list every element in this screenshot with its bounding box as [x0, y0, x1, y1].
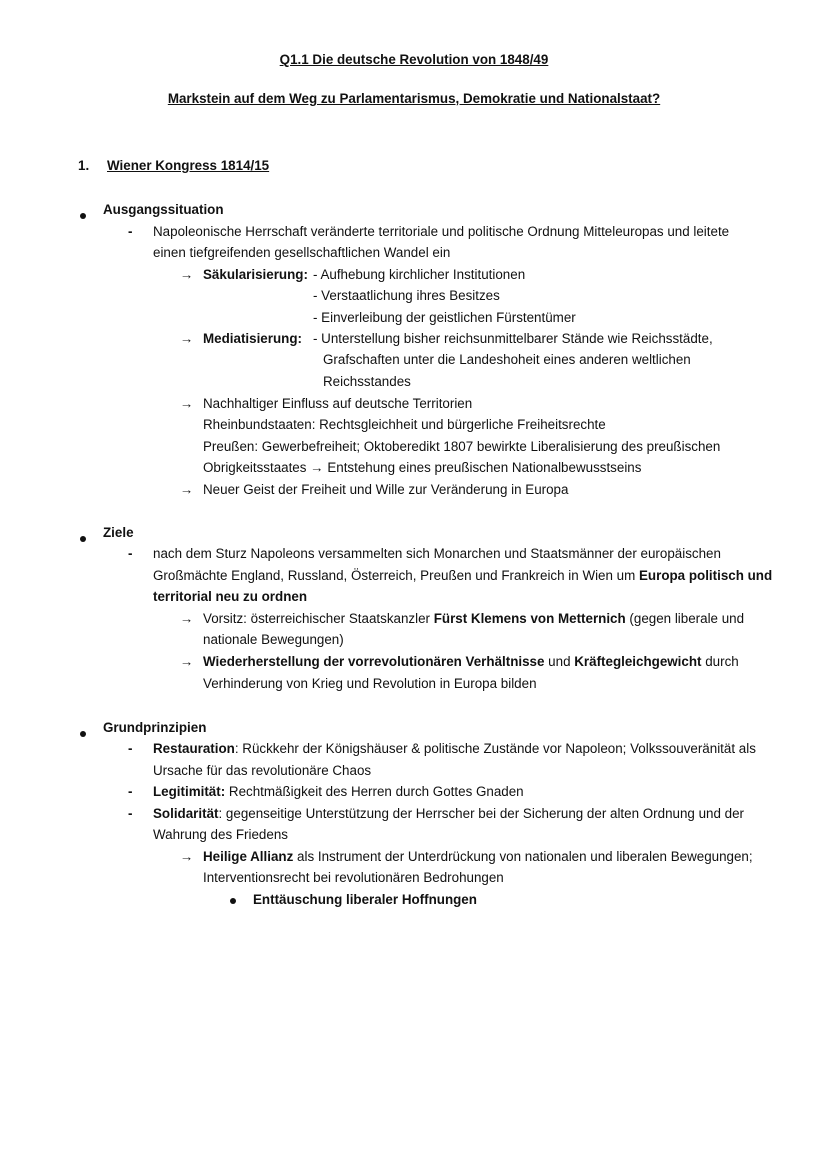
leg-line [153, 783, 524, 801]
ausgang-heading: Ausgangssituation [103, 202, 224, 217]
sol-text: : gegenseitige Unterstützung der Herrscher bei der Sicherung der alten Ordnung und der [218, 806, 745, 821]
arrow-icon: → [180, 331, 194, 346]
allianz-label: Heilige Allianz [203, 849, 294, 864]
arrow-icon: → [180, 482, 194, 497]
vorsitz-a: Vorsitz: österreichischer Staatskanzler [203, 611, 434, 626]
med-label: Mediatisierung: [203, 331, 302, 346]
vorsitz-b: Fürst Klemens von Metternich [433, 611, 626, 626]
wieder-c: Kräftegleichgewicht [574, 654, 702, 669]
sol-label: Solidarität [153, 806, 219, 821]
bullet-icon [80, 536, 86, 542]
allianz-text: als Instrument der Unterdrückung von nationalen und liberalen Bewegungen; [293, 849, 753, 864]
ziele-heading: Ziele [103, 525, 134, 540]
dash-icon: - [128, 784, 133, 799]
med-line-2: Grafschaften unter die Landeshoheit eines anderen weltlichen [323, 352, 691, 367]
dash-icon: - [128, 741, 133, 756]
vorsitz-c: (gegen liberale und [625, 611, 745, 626]
ziele-line-1: nach dem Sturz Napoleons versammelten sich Monarchen und Staatsmänner der europäischen [153, 546, 721, 561]
rest-text: : Rückkehr der Königshäuser & politische Zustände vor Napoleon; Volkssouveränität als [234, 741, 756, 756]
arrow-icon: → [180, 396, 194, 411]
leg-label: Legitimität: [153, 784, 226, 799]
arrow-icon: → [180, 267, 194, 282]
ziele-line-2 [153, 567, 772, 585]
allianz-line-2: Interventionsrecht bei revolutionären Bedrohungen [203, 870, 504, 885]
saek-label: Säkularisierung: [203, 267, 308, 282]
dash-icon: - [128, 546, 133, 561]
wieder-b: und [544, 654, 575, 669]
geist-line: Neuer Geist der Freiheit und Wille zur Veränderung in Europa [203, 482, 569, 497]
saek-item-3: - Einverleibung der geistlichen Fürstentümer [313, 310, 576, 325]
wieder-d: durch [701, 654, 739, 669]
arrow-icon: → [180, 654, 194, 669]
rest-line-2: Ursache für das revolutionäre Chaos [153, 763, 372, 778]
allianz-line-1 [203, 848, 753, 866]
ziele-line-2b: Europa politisch und [639, 568, 773, 583]
vorsitz-line-1 [203, 610, 744, 628]
einfluss-line-3: Preußen: Gewerbefreiheit; Oktoberedikt 1807 bewirkte Liberalisierung des preußischen [203, 439, 721, 454]
dash-icon: - [128, 224, 133, 239]
bullet-icon [80, 213, 86, 219]
ziele-line-2a: Großmächte England, Russland, Österreich, Preußen und Frankreich in Wien um [153, 568, 639, 583]
bullet-icon [80, 731, 86, 737]
grund-heading: Grundprinzipien [103, 720, 207, 735]
page-title: Q1.1 Die deutsche Revolution von 1848/49 [279, 52, 549, 67]
ausgang-intro-2: einen tiefgreifenden gesellschaftlichen Wandel ein [153, 245, 451, 260]
dash-icon: - [128, 806, 133, 821]
bullet-icon [230, 898, 236, 904]
einfluss-line-4 [203, 459, 641, 477]
saek-item-1: - Aufhebung kirchlicher Institutionen [313, 267, 526, 282]
arrow-icon: → [180, 849, 194, 864]
rest-line-1 [153, 740, 756, 758]
rest-label: Restauration [153, 741, 235, 756]
med-line-1: - Unterstellung bisher reichsunmittelbarer Stände wie Reichsstädte, [313, 331, 713, 346]
sol-line-2: Wahrung des Friedens [153, 827, 288, 842]
ausgang-intro-1: Napoleonische Herrschaft veränderte territoriale und politische Ordnung Mitteleuropas und leitete [153, 224, 730, 239]
wieder-a: Wiederherstellung der vorrevolutionären Verhältnisse [203, 654, 545, 669]
einfluss-line-2: Rheinbundstaaten: Rechtsgleichheit und bürgerliche Freiheitsrechte [203, 417, 606, 432]
arrow-icon: → [310, 460, 324, 475]
page-subtitle: Markstein auf dem Weg zu Parlamentarismus, Demokratie und Nationalstaat? [167, 91, 661, 106]
med-line-3: Reichsstandes [323, 374, 411, 389]
ziele-line-3: territorial neu zu ordnen [153, 589, 308, 604]
einfluss-line-4b: Entstehung eines preußischen Nationalbewusstseins [327, 460, 642, 475]
saek-item-2: - Verstaatlichung ihres Besitzes [313, 288, 500, 303]
vorsitz-line-2: nationale Bewegungen) [203, 632, 344, 647]
wieder-line-2: Verhinderung von Krieg und Revolution in Europa bilden [203, 676, 537, 691]
section-heading: Wiener Kongress 1814/15 [107, 158, 270, 173]
wieder-line-1 [203, 653, 739, 671]
einfluss-line-1: Nachhaltiger Einfluss auf deutsche Territorien [203, 396, 473, 411]
leg-text: Rechtmäßigkeit des Herren durch Gottes Gnaden [225, 784, 524, 799]
sol-line-1 [153, 805, 744, 823]
ent-line: Enttäuschung liberaler Hoffnungen [253, 892, 477, 907]
arrow-icon: → [180, 611, 194, 626]
section-number: 1. [78, 158, 90, 173]
einfluss-line-4a: Obrigkeitsstaates [203, 460, 307, 475]
